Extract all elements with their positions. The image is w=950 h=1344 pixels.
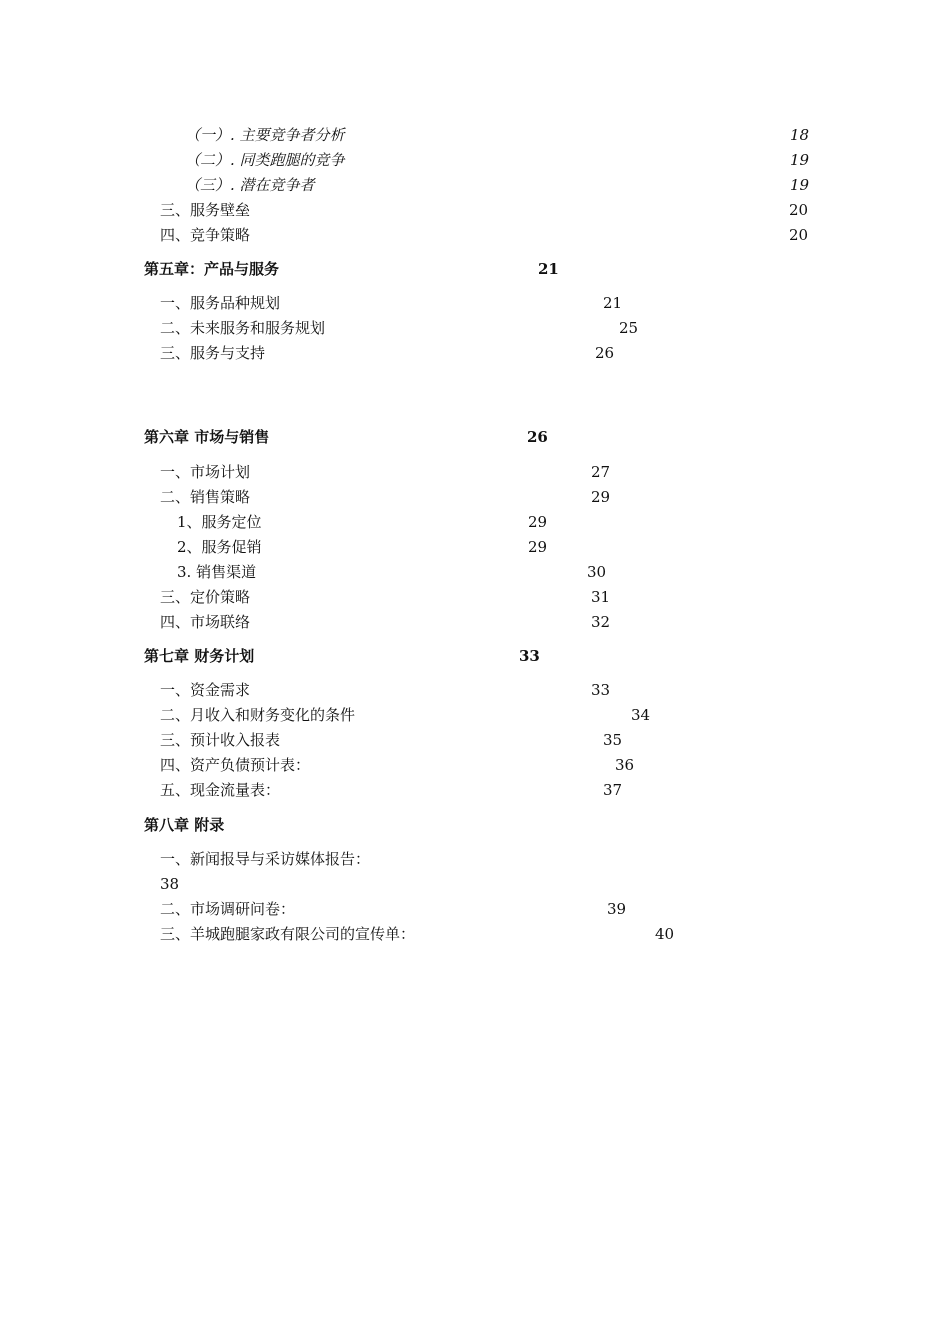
toc-item[interactable]: 一、资金需求 <box>160 681 251 699</box>
toc-item[interactable]: 一、市场计划 <box>160 463 251 481</box>
toc-item-page: 32 <box>591 613 611 631</box>
toc-subitem[interactable]: 3. 销售渠道 <box>177 563 257 581</box>
toc-item-competition-strategy[interactable]: 四、竞争策略 <box>160 226 251 244</box>
toc-item-page: 35 <box>603 731 623 749</box>
toc-subitem-1[interactable]: （一）. 主要竞争者分析 <box>185 126 345 144</box>
toc-item[interactable]: 二、市场调研问卷： <box>160 900 296 918</box>
toc-item[interactable]: 四、资产负债预计表： <box>160 756 311 774</box>
toc-subitem-2-page: 19 <box>790 151 810 169</box>
toc-item[interactable]: 一、服务品种规划 <box>160 294 281 312</box>
chapter-7-title[interactable]: 第七章 财务计划 <box>144 647 255 665</box>
toc-item-page: 36 <box>615 756 635 774</box>
toc-item-page: 39 <box>607 900 627 918</box>
toc-subitem[interactable]: 1、服务定位 <box>177 513 262 531</box>
toc-item-service-barrier[interactable]: 三、服务壁垒 <box>160 201 251 219</box>
toc-item-page: 21 <box>603 294 623 312</box>
chapter-5-page: 21 <box>538 260 559 278</box>
toc-item[interactable]: 四、市场联络 <box>160 613 251 631</box>
chapter-5-title[interactable]: 第五章：产品与服务 <box>144 260 280 278</box>
toc-item-page: 25 <box>619 319 639 337</box>
toc-subitem-3-page: 19 <box>790 176 810 194</box>
toc-item-page: 33 <box>591 681 611 699</box>
chapter-7-page: 33 <box>519 647 540 665</box>
toc-item-page: 37 <box>603 781 623 799</box>
toc-item[interactable]: 二、销售策略 <box>160 488 251 506</box>
toc-item[interactable]: 三、羊城跑腿家政有限公司的宣传单： <box>160 925 416 943</box>
toc-item[interactable]: 三、预计收入报表 <box>160 731 281 749</box>
toc-subitem[interactable]: 2、服务促销 <box>177 538 262 556</box>
toc-item-page: 27 <box>591 463 611 481</box>
toc-item-page: 26 <box>595 344 615 362</box>
toc-item[interactable]: 一、新闻报导与采访媒体报告： <box>160 850 371 868</box>
chapter-6-page: 26 <box>527 428 548 446</box>
toc-subitem-1-page: 18 <box>790 126 810 144</box>
chapter-8-title[interactable]: 第八章 附录 <box>144 816 225 834</box>
toc-item-page: 30 <box>587 563 607 581</box>
chapter-6-title[interactable]: 第六章 市场与销售 <box>144 428 270 446</box>
toc-subitem-3[interactable]: （三）. 潜在竞争者 <box>185 176 315 194</box>
toc-item[interactable]: 三、定价策略 <box>160 588 251 606</box>
toc-item[interactable]: 三、服务与支持 <box>160 344 266 362</box>
toc-item-page: 29 <box>528 513 548 531</box>
toc-item-page: 34 <box>631 706 651 724</box>
toc-item-page: 40 <box>655 925 675 943</box>
toc-item-page: 31 <box>591 588 611 606</box>
toc-item[interactable]: 二、未来服务和服务规划 <box>160 319 326 337</box>
toc-item-page: 20 <box>789 201 809 219</box>
toc-item-page: 29 <box>528 538 548 556</box>
toc-item[interactable]: 二、月收入和财务变化的条件 <box>160 706 356 724</box>
toc-item[interactable]: 五、现金流量表： <box>160 781 281 799</box>
toc-item-page: 20 <box>789 226 809 244</box>
toc-item-page: 29 <box>591 488 611 506</box>
toc-item-page: 38 <box>160 875 180 893</box>
toc-subitem-2[interactable]: （二）. 同类跑腿的竞争 <box>185 151 345 169</box>
